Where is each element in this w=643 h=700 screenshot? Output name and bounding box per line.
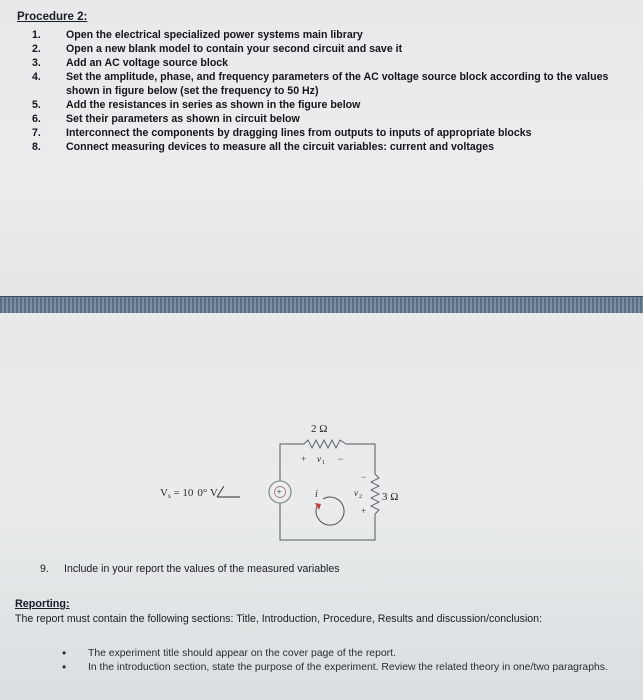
circuit-wires: [280, 444, 375, 540]
step-number: 8.: [32, 141, 41, 153]
r2-voltage-subscript: 2: [359, 494, 362, 500]
step-text: Set the amplitude, phase, and frequency parameters of the AC voltage source block according to the values shown in figure below (set the frequency to 50 Hz): [66, 71, 609, 97]
r2-resistance-label: 3 Ω: [382, 491, 399, 503]
step-text: Add an AC voltage source block: [66, 57, 229, 69]
r1-voltage-subscript: 1: [322, 460, 325, 466]
current-loop-arrow-icon: [316, 497, 344, 525]
step-number: 4.: [32, 71, 41, 83]
reporting-body: The report must contain the following sections: Title, Introduction, Procedure, Results and discussion/conclusion:: [15, 613, 543, 625]
step-text: Connect measuring devices to measure all the circuit variables: current and voltages: [66, 141, 495, 153]
step-number: 3.: [32, 57, 41, 69]
current-label: i: [315, 489, 318, 500]
r2-plus-sign: +: [361, 506, 367, 516]
step-text: Interconnect the components by dragging lines from outputs to inputs of appropriate blocks: [66, 127, 532, 139]
step-number: 7.: [32, 127, 41, 139]
procedure-title: Procedure 2:: [17, 11, 88, 23]
step-number: 5.: [32, 99, 41, 111]
list-item: • In the introduction section, state the purpose of the experiment. Review the related theory in one/two paragraphs.: [62, 661, 622, 674]
reporting-title: Reporting:: [15, 598, 70, 610]
step-text: Open the electrical specialized power systems main library: [66, 29, 363, 41]
step-text: Include in your report the values of the measured variables: [64, 563, 340, 575]
list-item: • The experiment title should appear on the cover page of the report.: [62, 647, 622, 660]
r2-voltage-label: v: [354, 488, 358, 498]
r1-resistance-label: 2 Ω: [311, 423, 328, 435]
step-number: 9.: [40, 563, 49, 575]
phase-angle-symbol: [217, 486, 224, 497]
step-text: Set their parameters as shown in circuit below: [66, 113, 300, 125]
source-plus-sign: +: [276, 487, 282, 497]
step-text: Open a new blank model to contain your second circuit and save it: [66, 43, 403, 55]
step-number: 2.: [32, 43, 41, 55]
r1-minus-sign: −: [338, 454, 344, 464]
source-value-label: Vs = 10 0° V: [160, 487, 218, 500]
step-number: 1.: [32, 29, 41, 41]
step-text: Add the resistances in series as shown in the figure below: [66, 99, 361, 111]
r1-plus-sign: +: [301, 454, 307, 464]
r2-minus-sign: −: [361, 472, 367, 482]
reporting-bullets: [62, 647, 622, 675]
r1-voltage-label: v: [317, 454, 321, 464]
step-number: 6.: [32, 113, 41, 125]
